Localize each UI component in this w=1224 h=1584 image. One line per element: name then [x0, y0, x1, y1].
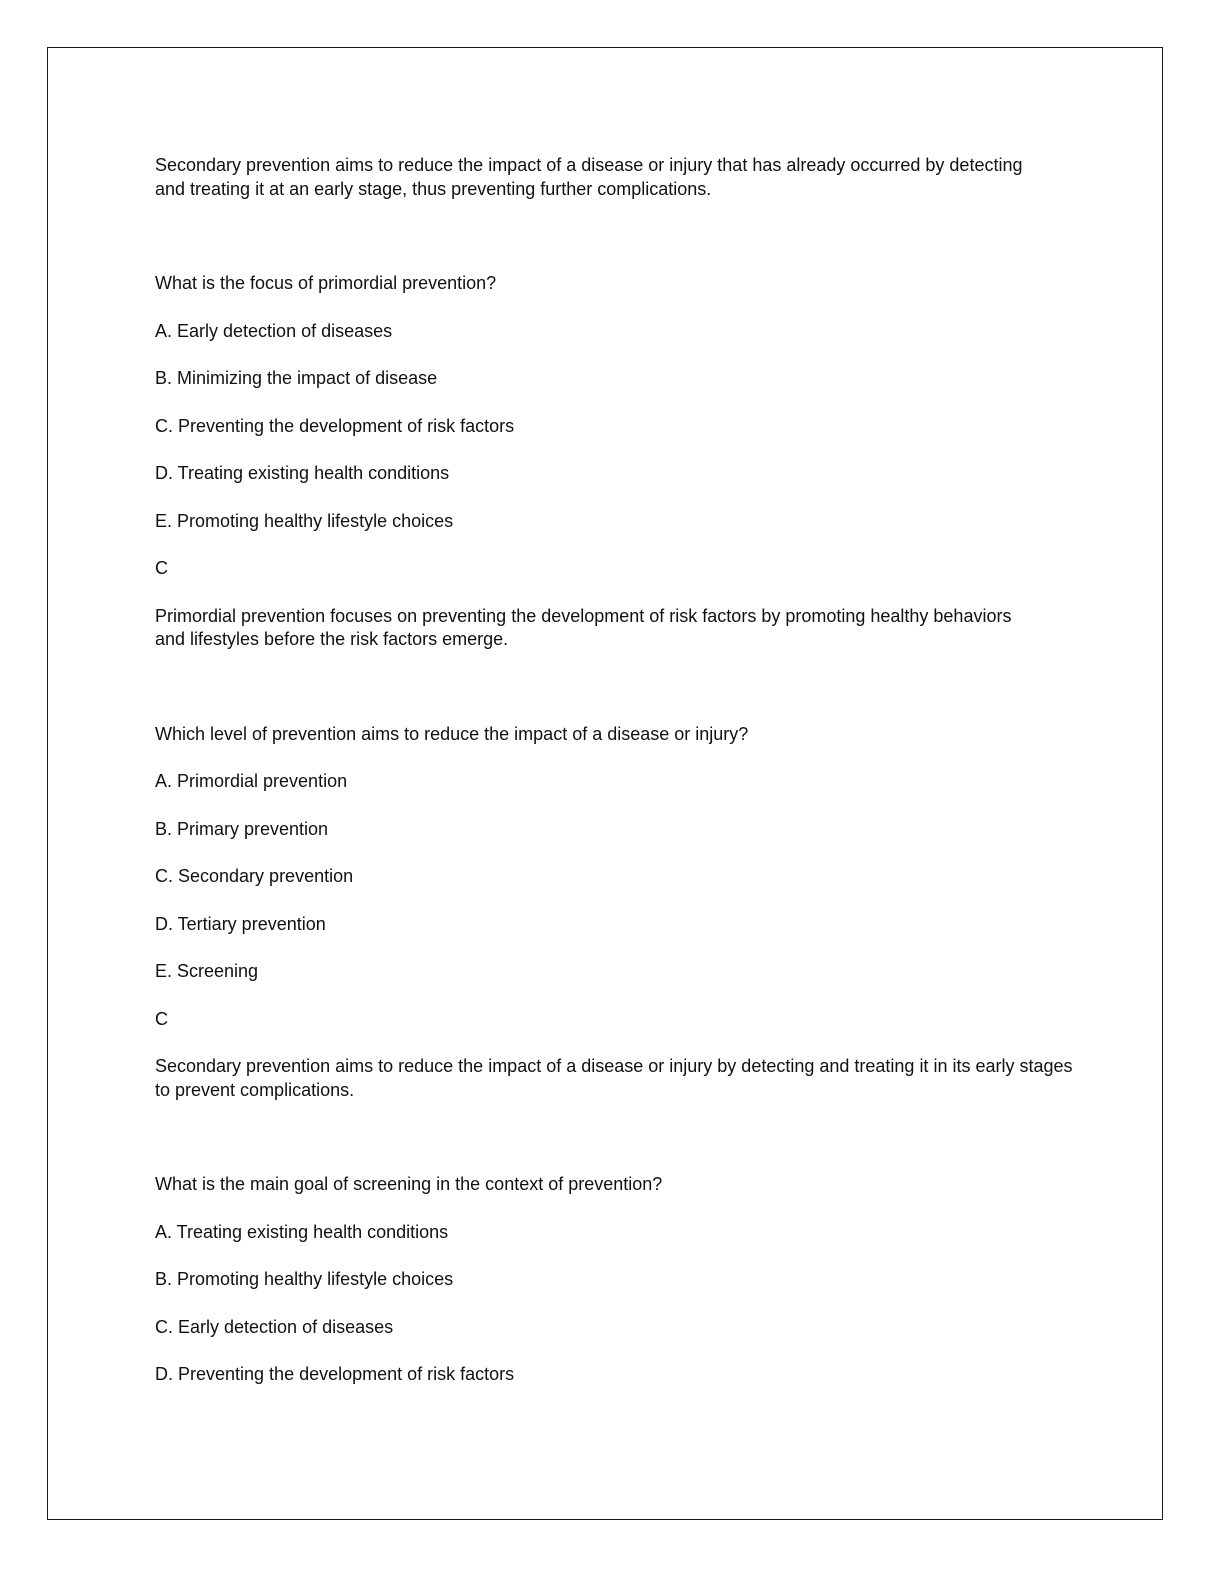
option-a: A. Treating existing health conditions	[155, 1221, 449, 1242]
question-text: What is the focus of primordial prevention?	[155, 273, 497, 293]
option-b: B. Promoting healthy lifestyle choices	[155, 1269, 454, 1289]
option-e: E. Screening	[155, 961, 259, 981]
option-d: D. Treating existing health conditions	[155, 463, 450, 483]
option-c: C. Early detection of diseases	[155, 1316, 394, 1337]
question-text: Which level of prevention aims to reduce the impact of a disease or injury?	[155, 723, 749, 744]
question-block-2	[155, 723, 1085, 1103]
answer-key: C	[155, 1008, 168, 1029]
option-d: D. Tertiary prevention	[155, 913, 326, 934]
option-d: D. Preventing the development of risk factors	[155, 1364, 515, 1384]
question-block-3	[155, 1173, 1085, 1387]
option-a: A. Primordial prevention	[155, 771, 348, 791]
option-b: B. Primary prevention	[155, 818, 329, 839]
option-e: E. Promoting healthy lifestyle choices	[155, 510, 454, 531]
option-b: B. Minimizing the impact of disease	[155, 368, 438, 388]
answer-explanation: Primordial prevention focuses on preventing the development of risk factors by promoting healthy behaviors and lifestyles before the risk factors emerge.	[155, 605, 1012, 649]
answer-key: C	[155, 558, 168, 578]
question-block-1	[155, 272, 1085, 652]
intro-explanation: Secondary prevention aims to reduce the impact of a disease or injury that has already occurred by detecting and treating it at an early stage, thus preventing further complications.	[155, 155, 1023, 199]
document-content	[155, 154, 1085, 1387]
option-c: C. Secondary prevention	[155, 866, 354, 886]
option-c: C. Preventing the development of risk factors	[155, 415, 515, 436]
option-a: A. Early detection of diseases	[155, 320, 393, 341]
section-gap	[155, 652, 1085, 723]
question-text: What is the main goal of screening in the context of prevention?	[155, 1174, 663, 1194]
section-gap	[155, 201, 1085, 272]
section-gap	[155, 1102, 1085, 1173]
answer-explanation: Secondary prevention aims to reduce the impact of a disease or injury by detecting and treating it in its early stages to prevent complications.	[155, 1056, 1073, 1100]
